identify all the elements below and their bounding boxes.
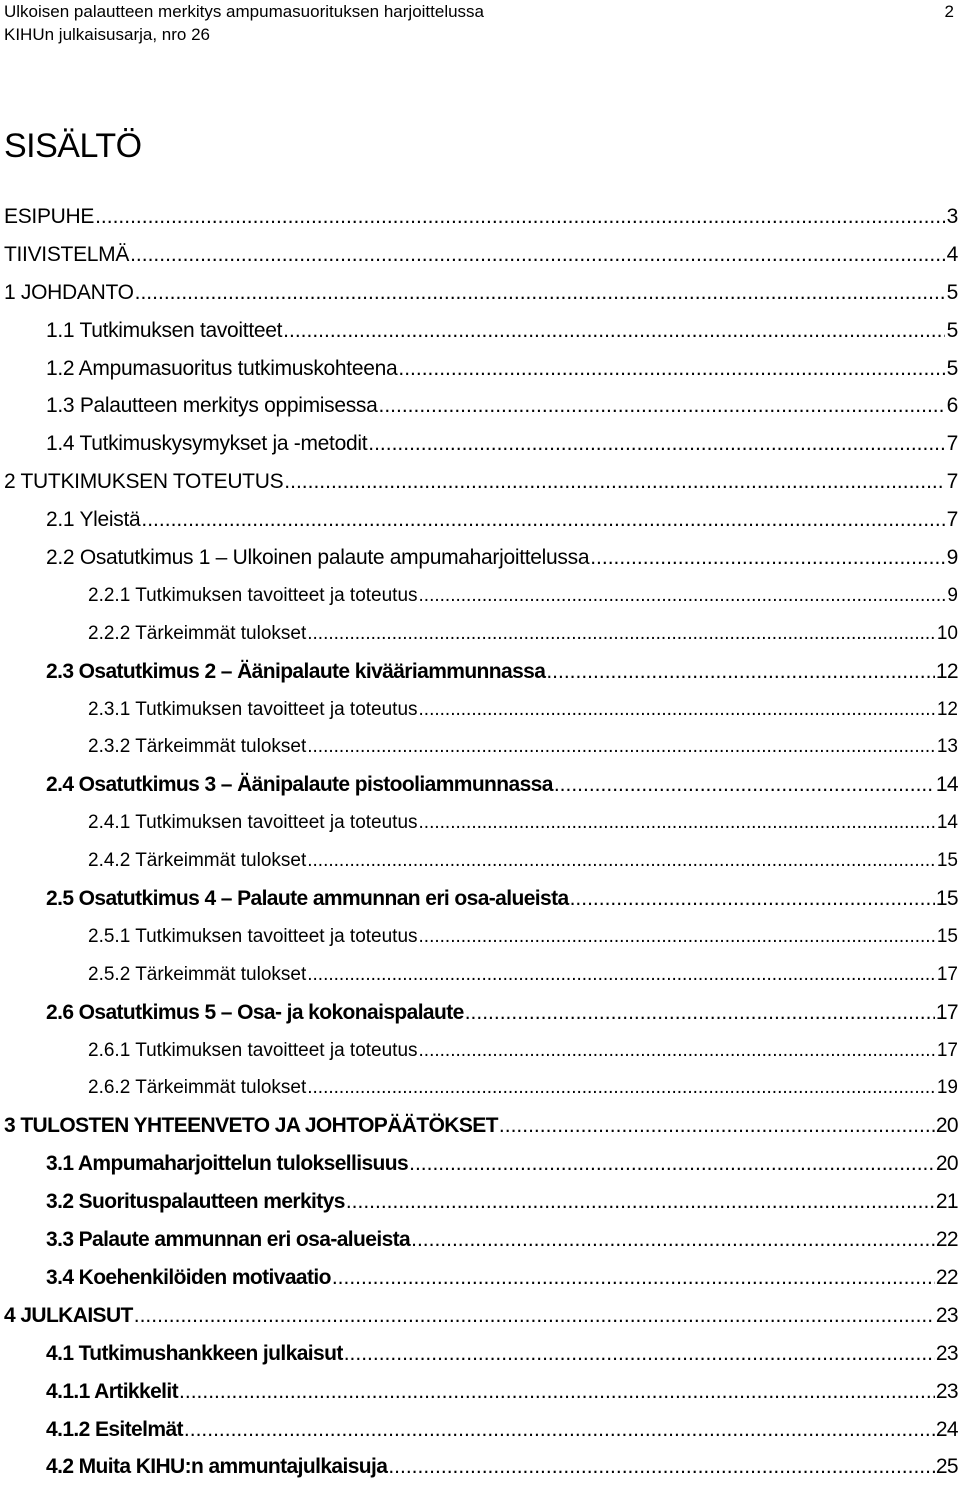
toc-entry[interactable] bbox=[0, 1297, 958, 1335]
toc-entry-page-number: 24 bbox=[935, 1417, 958, 1441]
toc-entry-label: 2.4 Osatutkimus 3 – Äänipalaute pistooliammunnassa bbox=[46, 773, 553, 797]
toc-entry-label: 3.2 Suorituspalautteen merkitys bbox=[46, 1190, 345, 1214]
toc-entry[interactable] bbox=[0, 312, 958, 350]
toc-leader-dots bbox=[465, 994, 935, 1032]
header-series: KIHUn julkaisusarja, nro 26 bbox=[4, 25, 210, 44]
toc-entry-label: 2.5.2 Tärkeimmät tulokset bbox=[88, 963, 307, 985]
toc-entry[interactable] bbox=[0, 1107, 958, 1145]
toc-entry-page-number: 23 bbox=[935, 1303, 958, 1327]
toc-leader-dots bbox=[379, 387, 946, 425]
toc-entry-page-number: 17 bbox=[936, 1039, 958, 1061]
toc-entry-page-number: 23 bbox=[935, 1341, 958, 1365]
toc-leader-dots bbox=[141, 501, 945, 539]
toc-entry-label: 2.5.1 Tutkimuksen tavoitteet ja toteutus bbox=[88, 925, 418, 947]
toc-entry-label: 4.2 Muita KIHU:n ammuntajulkaisuja bbox=[46, 1455, 388, 1479]
page-title: SISÄLTÖ bbox=[4, 127, 142, 165]
toc-leader-dots bbox=[283, 312, 945, 350]
toc-entry-label: 2.6 Osatutkimus 5 – Osa- ja kokonaispalaute bbox=[46, 1000, 464, 1024]
toc-entry-label: 2.2.2 Tärkeimmät tulokset bbox=[88, 622, 307, 644]
toc-entry-label: 2.6.1 Tutkimuksen tavoitteet ja toteutus bbox=[88, 1039, 418, 1061]
toc-entry-page-number: 9 bbox=[947, 584, 958, 606]
toc-entry[interactable] bbox=[0, 198, 958, 236]
toc-entry-label: TIIVISTELMÄ bbox=[4, 242, 130, 266]
toc-leader-dots bbox=[95, 198, 945, 236]
table-of-contents bbox=[0, 198, 958, 1486]
toc-entry[interactable] bbox=[0, 1335, 958, 1373]
toc-entry-label: 3.1 Ampumaharjoittelun tuloksellisuus bbox=[46, 1152, 409, 1176]
toc-entry-label: 1 JOHDANTO bbox=[4, 280, 134, 304]
toc-entry-page-number: 21 bbox=[935, 1190, 958, 1214]
toc-leader-dots bbox=[307, 956, 936, 994]
toc-entry-label: 3 TULOSTEN YHTEENVETO JA JOHTOPÄÄTÖKSET bbox=[4, 1114, 498, 1138]
toc-entry-page-number: 3 bbox=[946, 205, 958, 228]
toc-entry[interactable] bbox=[0, 842, 958, 880]
toc-entry-label: 1.4 Tutkimuskysymykset ja -metodit bbox=[46, 432, 368, 456]
toc-entry[interactable] bbox=[0, 880, 958, 918]
toc-entry[interactable] bbox=[0, 994, 958, 1032]
toc-entry-label: 4.1 Tutkimushankkeen julkaisut bbox=[46, 1341, 343, 1365]
toc-entry-page-number: 10 bbox=[936, 622, 958, 644]
toc-entry-label: 2.6.2 Tärkeimmät tulokset bbox=[88, 1077, 307, 1099]
toc-leader-dots bbox=[307, 842, 936, 880]
toc-entry-label: 2.3 Osatutkimus 2 – Äänipalaute kivääriammunnassa bbox=[46, 659, 546, 683]
toc-leader-dots bbox=[130, 236, 945, 274]
toc-entry-label: 2.2 Osatutkimus 1 – Ulkoinen palaute ampumaharjoittelussa bbox=[46, 546, 590, 570]
toc-entry-page-number: 12 bbox=[936, 698, 958, 720]
toc-entry[interactable] bbox=[0, 728, 958, 766]
toc-entry[interactable] bbox=[0, 1411, 958, 1449]
toc-entry-label: 2.3.1 Tutkimuksen tavoitteet ja toteutus bbox=[88, 698, 418, 720]
toc-leader-dots bbox=[134, 1297, 935, 1335]
toc-leader-dots bbox=[307, 615, 936, 653]
toc-entry-page-number: 17 bbox=[936, 963, 958, 985]
toc-entry-page-number: 7 bbox=[946, 432, 958, 456]
toc-entry-label: 4 JULKAISUT bbox=[4, 1303, 133, 1327]
toc-entry[interactable] bbox=[0, 804, 958, 842]
toc-entry-label: 2.5 Osatutkimus 4 – Palaute ammunnan eri osa-alueista bbox=[46, 887, 569, 911]
toc-entry[interactable] bbox=[0, 501, 958, 539]
toc-entry[interactable] bbox=[0, 1032, 958, 1070]
toc-leader-dots bbox=[419, 804, 936, 842]
toc-entry-page-number: 9 bbox=[946, 546, 958, 570]
toc-entry[interactable] bbox=[0, 1069, 958, 1107]
toc-entry-page-number: 13 bbox=[936, 736, 958, 758]
toc-entry-page-number: 22 bbox=[935, 1265, 958, 1289]
toc-entry-label: 1.1 Tutkimuksen tavoitteet bbox=[46, 318, 283, 342]
toc-entry-page-number: 5 bbox=[946, 280, 958, 304]
toc-entry[interactable] bbox=[0, 274, 958, 312]
toc-leader-dots bbox=[499, 1107, 935, 1145]
toc-entry-page-number: 20 bbox=[935, 1114, 958, 1138]
header-page-number: 2 bbox=[944, 2, 954, 21]
toc-entry[interactable] bbox=[0, 1221, 958, 1259]
toc-leader-dots bbox=[368, 425, 945, 463]
toc-entry[interactable] bbox=[0, 577, 958, 615]
toc-leader-dots bbox=[307, 1069, 936, 1107]
toc-entry-page-number: 15 bbox=[936, 850, 958, 872]
toc-leader-dots bbox=[409, 1145, 935, 1183]
toc-entry[interactable] bbox=[0, 539, 958, 577]
toc-entry-label: 3.4 Koehenkilöiden motivaatio bbox=[46, 1265, 331, 1289]
toc-entry[interactable] bbox=[0, 387, 958, 425]
toc-entry-page-number: 7 bbox=[946, 508, 958, 532]
toc-entry-label: 2.3.2 Tärkeimmät tulokset bbox=[88, 736, 307, 758]
toc-entry-page-number: 23 bbox=[935, 1379, 958, 1403]
toc-entry-page-number: 22 bbox=[935, 1228, 958, 1252]
toc-entry-page-number: 12 bbox=[935, 659, 958, 683]
toc-leader-dots bbox=[570, 880, 935, 918]
toc-entry-page-number: 15 bbox=[936, 925, 958, 947]
toc-leader-dots bbox=[419, 691, 936, 729]
toc-entry-page-number: 17 bbox=[935, 1000, 958, 1024]
toc-entry-label: 2.4.1 Tutkimuksen tavoitteet ja toteutus bbox=[88, 812, 418, 834]
toc-entry-page-number: 14 bbox=[935, 773, 958, 797]
toc-entry-label: 3.3 Palaute ammunnan eri osa-alueista bbox=[46, 1228, 411, 1252]
toc-entry-label: 2.1 Yleistä bbox=[46, 508, 141, 532]
toc-entry[interactable] bbox=[0, 1183, 958, 1221]
toc-leader-dots bbox=[554, 766, 935, 804]
toc-entry-page-number: 15 bbox=[935, 887, 958, 911]
toc-entry-label: 4.1.2 Esitelmät bbox=[46, 1417, 183, 1441]
toc-entry-page-number: 25 bbox=[935, 1455, 958, 1479]
toc-entry[interactable] bbox=[0, 1145, 958, 1183]
toc-entry[interactable] bbox=[0, 463, 958, 501]
toc-leader-dots bbox=[411, 1221, 935, 1259]
toc-entry[interactable] bbox=[0, 615, 958, 653]
toc-leader-dots bbox=[284, 463, 945, 501]
toc-entry[interactable] bbox=[0, 236, 958, 274]
toc-leader-dots bbox=[135, 274, 945, 312]
toc-entry[interactable] bbox=[0, 350, 958, 388]
toc-leader-dots bbox=[344, 1335, 935, 1373]
toc-leader-dots bbox=[307, 728, 936, 766]
toc-entry-page-number: 5 bbox=[946, 318, 958, 342]
toc-entry[interactable] bbox=[0, 1259, 958, 1297]
toc-entry[interactable] bbox=[0, 1373, 958, 1411]
toc-leader-dots bbox=[590, 539, 945, 577]
toc-entry[interactable] bbox=[0, 918, 958, 956]
toc-entry[interactable] bbox=[0, 425, 958, 463]
toc-entry-page-number: 4 bbox=[946, 242, 958, 266]
toc-leader-dots bbox=[184, 1411, 935, 1449]
toc-entry-page-number: 5 bbox=[946, 356, 958, 380]
toc-leader-dots bbox=[546, 653, 934, 691]
toc-entry-page-number: 14 bbox=[936, 812, 958, 834]
header-publication-title: Ulkoisen palautteen merkitys ampumasuorituksen harjoittelussa bbox=[4, 2, 485, 21]
toc-leader-dots bbox=[332, 1259, 935, 1297]
toc-entry-label: 2.2.1 Tutkimuksen tavoitteet ja toteutus bbox=[88, 584, 418, 606]
toc-entry-label: 1.2 Ampumasuoritus tutkimuskohteena bbox=[46, 356, 398, 380]
toc-entry-page-number: 20 bbox=[935, 1152, 958, 1176]
toc-leader-dots bbox=[346, 1183, 935, 1221]
toc-leader-dots bbox=[388, 1448, 934, 1486]
toc-entry-label: 1.3 Palautteen merkitys oppimisessa bbox=[46, 394, 378, 418]
toc-entry-label: 2.4.2 Tärkeimmät tulokset bbox=[88, 850, 307, 872]
toc-leader-dots bbox=[179, 1373, 935, 1411]
toc-leader-dots bbox=[398, 350, 945, 388]
toc-entry-label: 2 TUTKIMUKSEN TOTEUTUS bbox=[4, 470, 284, 494]
toc-entry-label: 4.1.1 Artikkelit bbox=[46, 1379, 179, 1403]
toc-leader-dots bbox=[419, 577, 945, 615]
toc-leader-dots bbox=[419, 918, 936, 956]
toc-entry-page-number: 7 bbox=[946, 470, 958, 494]
toc-entry[interactable] bbox=[0, 766, 958, 804]
toc-entry-page-number: 19 bbox=[936, 1077, 958, 1099]
toc-entry-page-number: 6 bbox=[946, 394, 958, 418]
toc-leader-dots bbox=[419, 1032, 936, 1070]
toc-entry[interactable] bbox=[0, 1448, 958, 1486]
toc-entry[interactable] bbox=[0, 691, 958, 729]
toc-entry[interactable] bbox=[0, 653, 958, 691]
toc-entry-label: ESIPUHE bbox=[4, 205, 95, 228]
toc-entry[interactable] bbox=[0, 956, 958, 994]
